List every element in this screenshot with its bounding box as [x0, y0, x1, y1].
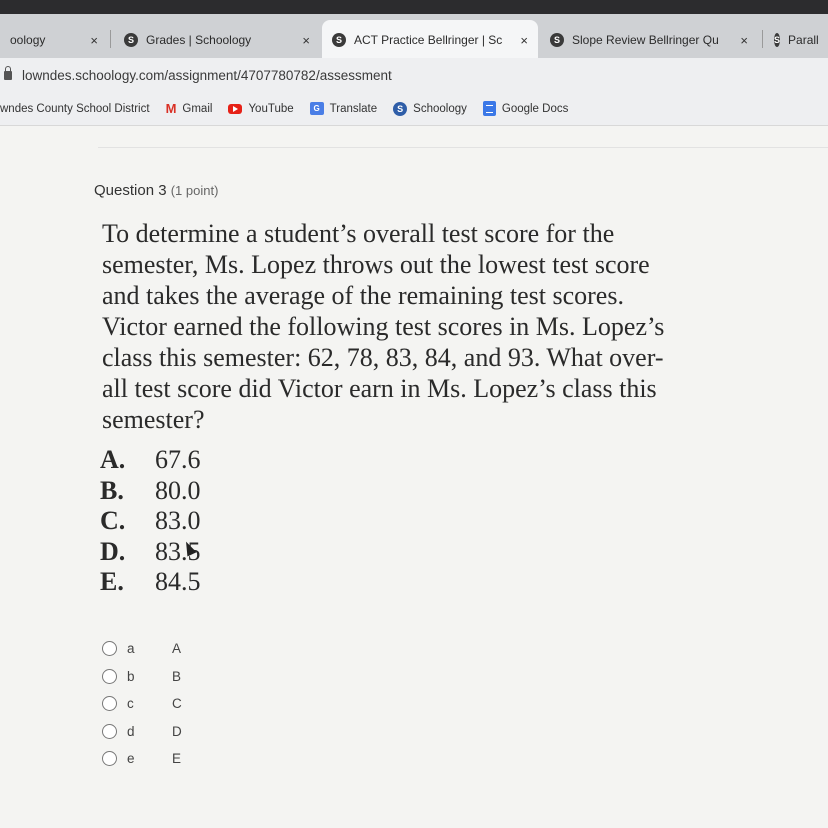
answer-letter: b [127, 668, 135, 684]
tab-label: ACT Practice Bellringer | Sc [354, 33, 503, 47]
google-docs-icon [483, 101, 496, 116]
tab-schoology-partial[interactable] [0, 22, 108, 58]
close-icon[interactable]: × [520, 32, 528, 48]
bookmark-google-docs[interactable]: Google Docs [483, 101, 568, 116]
answer-label: A [172, 641, 182, 657]
schoology-favicon-icon: S [550, 33, 564, 47]
question-text [102, 218, 828, 435]
answer-option-a[interactable] [102, 635, 182, 663]
bookmark-schoology[interactable]: S Schoology [393, 102, 467, 116]
radio-button[interactable] [102, 641, 117, 656]
choice-letter: A. [100, 445, 126, 474]
tab-grades[interactable] [114, 22, 320, 58]
choice-list [100, 445, 201, 598]
answer-letter: e [127, 751, 135, 767]
tab-slope-review[interactable] [540, 22, 758, 58]
tab-separator [762, 30, 763, 48]
answer-label: B [172, 668, 182, 684]
answer-label: E [172, 751, 182, 767]
choice-letter: C. [100, 506, 126, 535]
answer-letter: c [127, 696, 134, 712]
tab-label: Slope Review Bellringer Qu [572, 33, 719, 47]
close-icon[interactable]: × [302, 32, 310, 48]
question-line: Victor earned the following test scores in Ms. Lopez’s [102, 312, 665, 341]
question-line: semester, Ms. Lopez throws out the lowest test score [102, 250, 650, 279]
url-text[interactable]: lowndes.schoology.com/assignment/4707780782/assessment [22, 67, 392, 83]
choice-letter: D. [100, 536, 126, 566]
answer-option-e[interactable] [102, 745, 182, 773]
question-line: To determine a student’s overall test score for the [102, 219, 615, 248]
answer-letter: a [127, 641, 135, 657]
choice-c [100, 506, 201, 537]
answer-label: D [172, 723, 182, 739]
bookmark-youtube[interactable]: YouTube [228, 103, 293, 115]
gmail-icon: M [165, 101, 177, 116]
tab-parallel[interactable] [764, 22, 828, 58]
choice-value: 80.0 [155, 475, 201, 505]
tab-label: oology [10, 33, 46, 47]
youtube-icon [228, 104, 242, 114]
translate-icon: G [310, 102, 324, 115]
choice-value: 83.0 [155, 506, 201, 535]
bookmark-gmail[interactable]: M Gmail [165, 101, 213, 116]
answer-label: C [172, 696, 182, 712]
choice-b [100, 476, 201, 507]
tab-separator [110, 30, 111, 48]
schoology-favicon-icon: S [332, 33, 346, 47]
answer-option-b[interactable] [102, 663, 182, 691]
schoology-favicon-icon: S [774, 35, 781, 45]
tab-act-practice[interactable] [322, 20, 538, 60]
choice-value: 83.5 [155, 536, 201, 566]
radio-button[interactable] [102, 751, 117, 766]
choice-letter: E. [100, 567, 124, 596]
choice-e [100, 567, 201, 598]
bookmarks-bar [0, 92, 828, 126]
bookmark-district[interactable]: wndes County School District [0, 102, 150, 115]
schoology-favicon-icon: S [124, 33, 138, 47]
answer-letter: d [127, 723, 135, 739]
radio-button[interactable] [102, 669, 117, 684]
question-line: class this semester: 62, 78, 83, 84, and 93. What over- [102, 343, 664, 372]
question-line: and takes the average of the remaining test scores. [102, 281, 624, 310]
answer-option-c[interactable] [102, 690, 182, 718]
choice-letter: B. [100, 475, 124, 505]
answer-options [102, 635, 182, 773]
radio-button[interactable] [102, 696, 117, 711]
assessment-page [0, 127, 828, 828]
question-points: (1 point) [170, 183, 219, 198]
address-bar[interactable] [0, 58, 828, 92]
answer-option-d[interactable] [102, 718, 182, 746]
question-line: semester? [102, 405, 205, 434]
bookmark-translate[interactable]: G Translate [310, 102, 378, 115]
choice-value: 67.6 [155, 445, 201, 474]
divider [98, 147, 828, 148]
question-header [94, 182, 218, 199]
radio-button[interactable] [102, 724, 117, 739]
choice-a [100, 445, 201, 476]
tab-label: Grades | Schoology [146, 33, 252, 47]
question-title: Question 3 [94, 182, 167, 199]
close-icon[interactable]: × [90, 32, 98, 48]
tab-label: Parall [788, 33, 819, 47]
schoology-icon: S [393, 102, 407, 116]
close-icon[interactable]: × [740, 32, 748, 48]
question-line: all test score did Victor earn in Ms. Lopez’s class this [102, 374, 657, 403]
choice-value: 84.5 [155, 567, 201, 596]
lock-icon[interactable] [4, 71, 12, 80]
